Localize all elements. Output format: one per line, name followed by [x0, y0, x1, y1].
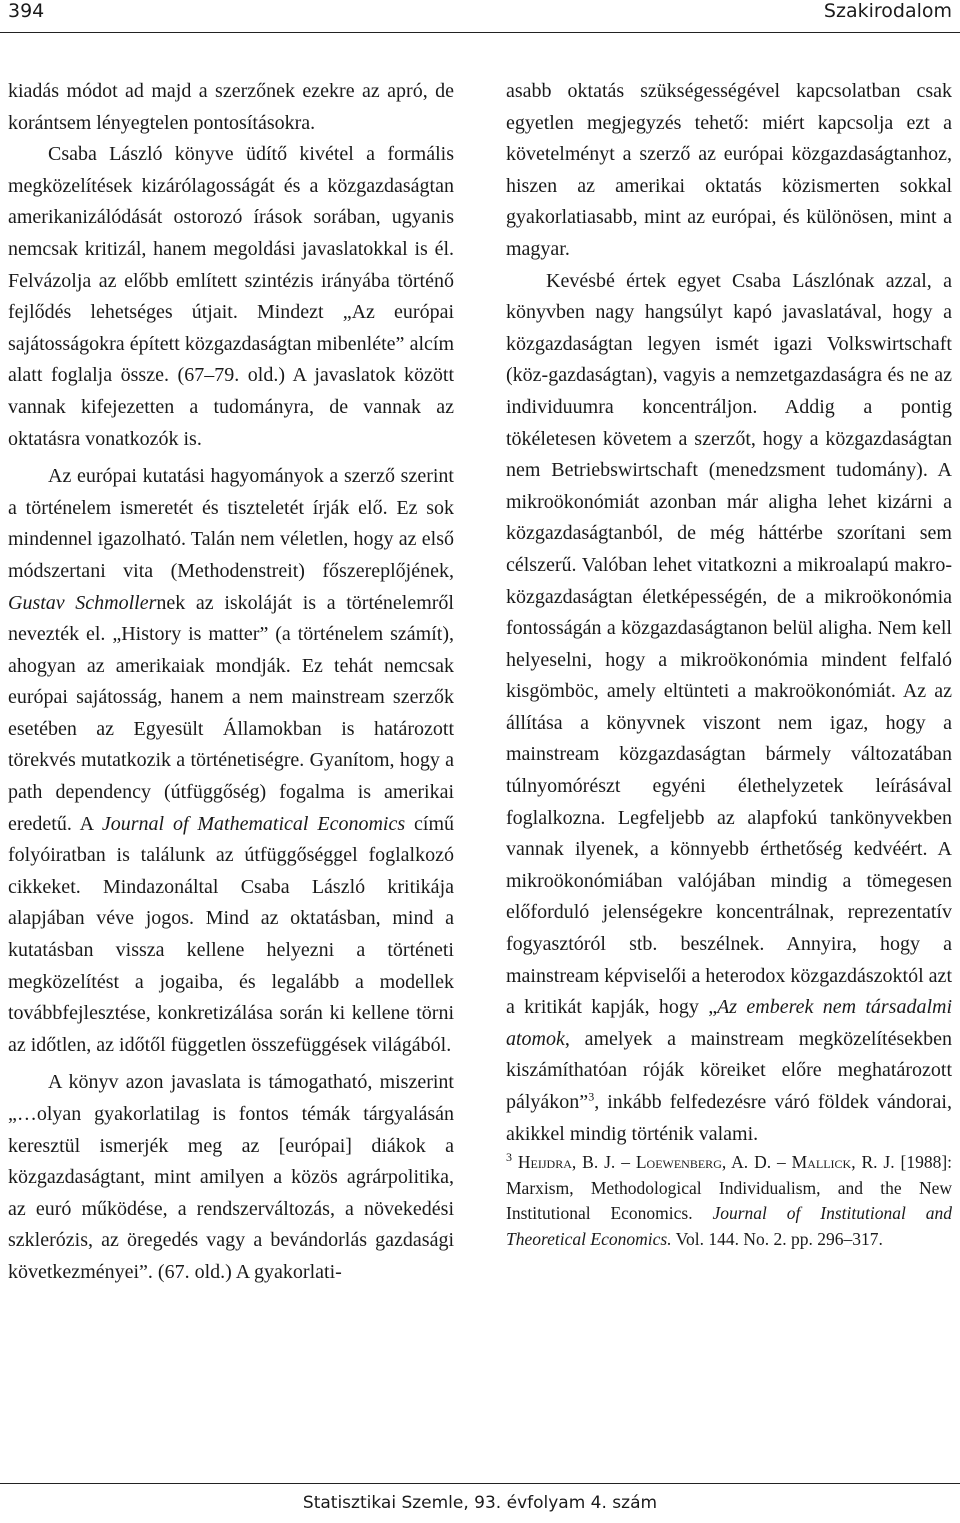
- section-title: Szakirodalom: [823, 0, 952, 22]
- text-run: Kevésbé értek egyet Csaba Lászlónak azzal, a könyvben nagy hangsúlyt kapó javaslatával, hogy a közgazdaságtan legyen ismét igazi Volkswirtschaft (köz-gazdaságtan), vagyis a nemzetgazdaságra és ne az individuumra koncentráljon. Addig a pontig tökéletesen követem a szerzőt, hogy a közgazdaságtan nem Betriebswirtschaft (menedzsment tudomány). A mikroökonómiát azonban már aligha lehet kizárni a közgazdaságtanból, de még háttérbe szorítani sem célszerű. Valóban lehet vitatkozni a mikroalapú makro-közgazdaságtan életképességén, de a mikroökonómia fontosságán a közgazdaságtanon belül aligha. Nem kell helyeselni, hogy a mikroökonómia mindent felfaló kisgömböc, amely eltünteti a makroökonómiát. Az az állítása a könyvnek viszont nem igaz, hogy a mainstream közgazdaságtan bármely változatában túlnyomórészt egyéni élethelyzetek leírásával foglalkozna. Legfeljebb az alapfokú tankönyvekben vannak ilyenek, a könnyebb érthetőség kedvéért. A mikroökonómiában valójában mindig a tömegesen előforduló jelenségekre koncentrálnak, reprezentatív fogyasztóról stb. beszélnek. Annyira, hogy a mainstream képviselői a heterodox közgazdászoktól azt a kritikát kapják, hogy „: [506, 269, 952, 1019]
- footnote-ref: 3: [588, 1089, 595, 1104]
- page-number: 394: [8, 0, 45, 22]
- footer-rule: [0, 1483, 960, 1484]
- footnote: [506, 1150, 952, 1252]
- header-rule: [0, 32, 960, 33]
- author-name: Mallick: [791, 1152, 852, 1173]
- left-column: [8, 76, 454, 1289]
- paragraph: [506, 266, 952, 1151]
- quoted-phrase: Az emberek nem társadalmi atomok: [506, 996, 953, 1050]
- text-run: című folyóiratban is találunk az útfüggőséggel foglalkozó cikkeket. Mindazonáltal Csaba László kritikája alapjában véve jogos. Mind az oktatásban, mind a kutatásban vissza kellene helyezni a történeti megközelítést a jogaiba, és legalább a modellek továbbfejlesztése, konkretizálása során ki kellene törni az időtlen, az időtől független összefüggések világából.: [8, 812, 454, 1056]
- paragraph: Csaba László könyve üdítő kivétel a formális megközelítések kizárólagosságát és a közgazdaságtan amerikanizálódását ostorozó írások sorában, ugyanis nemcsak kritizál, hanem megoldási javaslatokkal is él. Felvázolja az előbb említett szintézis irányába történő fejlődés lehetséges útjait. Mindezt „Az európai sajátosságokra épített közgazdaságtan mibenléte” alcím alatt foglalja össze. (67–79. old.) A javaslatok között vannak kifejezetten a tudományra, de vannak az oktatásra vonatkozók is.: [8, 143, 454, 450]
- paragraph: [8, 461, 454, 1061]
- text-run: , R. J. [1988]: Marxism, Methodological Individualism, and the New Institutional Economics.: [506, 1152, 953, 1224]
- text-run: , B. J. –: [571, 1152, 636, 1173]
- journal-title: Journal of Mathematical Economics: [101, 812, 406, 835]
- text-run: , amelyek a mainstream megközelítésekben kiszámíthatóan róják köreiket előre meghatározott pályákon”: [506, 1027, 952, 1113]
- right-column: [506, 76, 952, 1252]
- journal-title: Journal of Institutional and Theoretical Economics.: [506, 1203, 952, 1249]
- paragraph: asabb oktatás szükségességével kapcsolatban csak egyetlen megjegyzés tehető: miért kapcsolja ezt a követelményt a szerző az európai közgazdaságtanhoz, hiszen az amerikai oktatás közismerten sokkal gyakorlatiasabb, mint az európai, és különösen, mint a magyar.: [506, 80, 952, 260]
- person-name: Gustav Schmoller: [8, 591, 157, 614]
- paragraph: A könyv azon javaslata is támogatható, miszerint „…olyan gyakorlatilag is fontos témák tárgyalásán keresztül ismerjék meg az [európai] diákok a közgazdaságtant, mint amilyen a közös agrárpolitika, az euró működése, a rendszerváltozás, a növekedési szklerózis, az öregedés vagy a bevándorlás gazdasági következményei”. (67. old.) A gyakorlati-: [8, 1071, 454, 1283]
- paragraph: kiadás módot ad majd a szerzőnek ezekre az apró, de korántsem lényegtelen pontosításokra.: [8, 80, 454, 134]
- text-run: Vol. 144. No. 2. pp. 296–317.: [671, 1228, 883, 1249]
- text-run: , A. D. –: [721, 1152, 792, 1173]
- text-run: Az európai kutatási hagyományok a szerző szerint a történelem ismeretét és tiszteletét írják elő. Ez sok mindennel igazolható. Talán nem véletlen, hogy az első módszertani vita (Methodenstreit) főszereplőjének,: [8, 465, 454, 582]
- footnote-number: 3: [506, 1150, 512, 1165]
- author-name: Heijdra: [517, 1152, 572, 1173]
- author-name: Loewenberg: [635, 1152, 722, 1173]
- text-run: , inkább felfedezésre váró földek vándorai, akikkel mindig történik valami.: [506, 1091, 952, 1145]
- text-run: nek az iskoláját is a történelemről nevezték el. „History is matter” (a történelem számít), ahogyan az amerikaiak mondják. Ez tehát nemcsak európai sajátosság, hanem a nem mainstream szerzők esetében az Egyesült Államokban is határozott törekvés mutatkozik a történetiségre. Gyanítom, hogy a path dependency (útfüggőség) fogalma is amerikai eredetű. A: [8, 591, 454, 835]
- footer-text: Statisztikai Szemle, 93. évfolyam 4. szám: [302, 1493, 658, 1513]
- page-header: [0, 0, 960, 34]
